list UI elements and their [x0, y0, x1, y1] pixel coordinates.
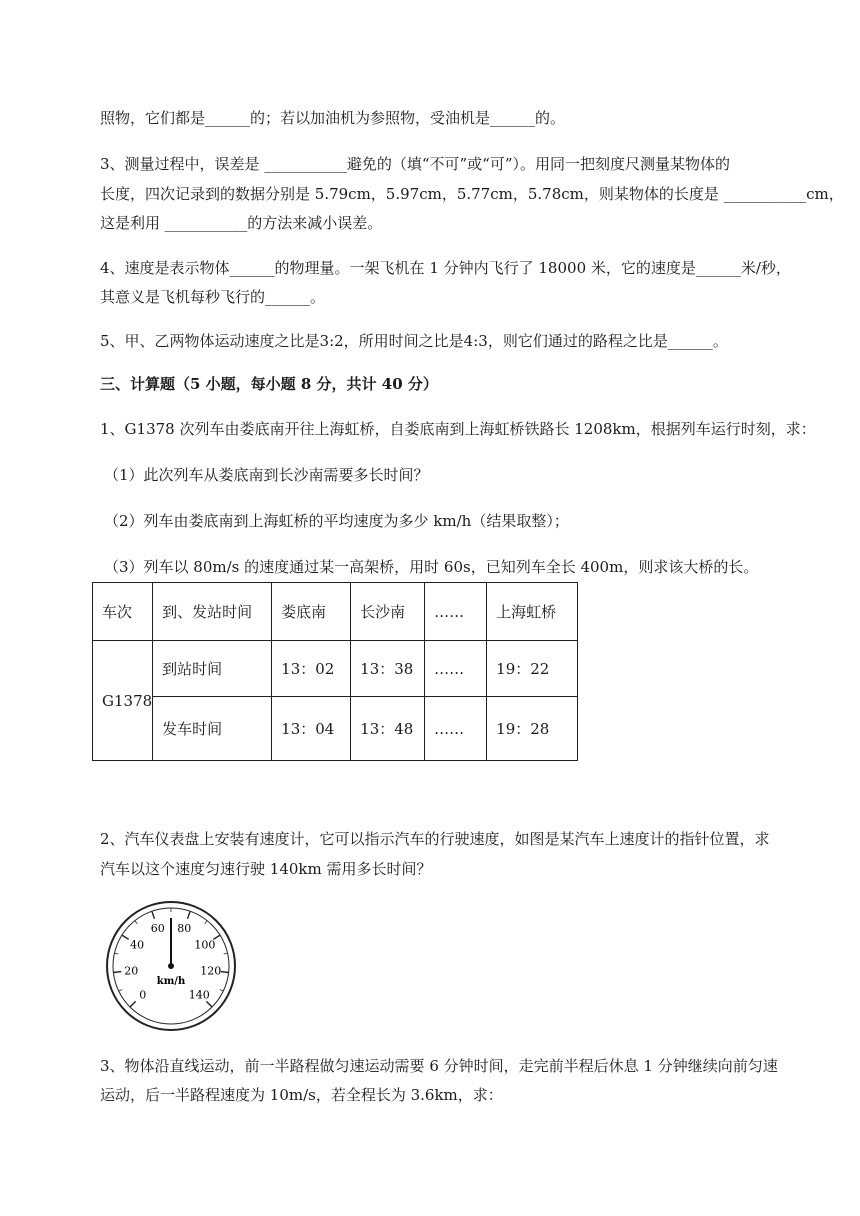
- speedometer-tick-mark: [119, 989, 123, 991]
- table-cell: 19：28: [487, 697, 578, 761]
- speedometer-tick-mark: [205, 921, 207, 924]
- schedule-table: [92, 582, 578, 761]
- problem-3-line-2: 运动，后一半路程速度为 10m/s，若全程长为 3.6km，求：: [100, 1086, 503, 1104]
- speedometer-tick-mark: [130, 1001, 136, 1007]
- problem-1-part-1: （1）此次列车从娄底南到长沙南需要多长时间？: [104, 466, 429, 484]
- train-number-cell: G1378: [93, 641, 153, 761]
- problem-1-stem: 1、G1378 次列车由娄底南开往上海虹桥，自娄底南到上海虹桥铁路长 1208km，根据列车运行时刻，求：: [100, 420, 816, 438]
- line-7: 5、甲、乙两物体运动速度之比是3:2，所用时间之比是4:3，则它们通过的路程之比是______。: [100, 332, 728, 350]
- speedometer-tick-mark: [152, 911, 155, 919]
- table-header-cell: 到、发站时间: [153, 583, 272, 641]
- speedometer-tick-label: 140: [188, 988, 210, 1002]
- table-cell: ……: [425, 697, 487, 761]
- line-6: 其意义是飞机每秒飞行的______。: [100, 288, 326, 306]
- problem-2-line-1: 2、汽车仪表盘上安装有速度计，它可以指示汽车的行驶速度，如图是某汽车上速度计的指针位置，求: [100, 830, 770, 848]
- table-header-cell: 长沙南: [351, 583, 425, 641]
- speedometer-tick-mark: [122, 935, 129, 939]
- speedometer-tick-label: 80: [177, 922, 192, 936]
- table-header-cell: 上海虹桥: [487, 583, 578, 641]
- speedometer-hub: [168, 963, 174, 969]
- speedometer-tick-labels: [124, 922, 221, 1001]
- speedometer-tick-mark: [206, 1001, 212, 1007]
- table-header-cell: 车次: [93, 583, 153, 641]
- problem-2-line-2: 汽车以这个速度匀速行驶 140km 需用多长时间？: [100, 860, 432, 878]
- section-heading: 三、计算题（5 小题，每小题 8 分，共计 40 分）: [100, 375, 438, 393]
- speedometer-tick-label: 120: [200, 964, 222, 978]
- line-3: 长度，四次记录到的数据分别是 5.79cm，5.97cm，5.77cm，5.78cm，则某物体的长度是 ___________cm，: [100, 185, 844, 203]
- table-cell: 发车时间: [153, 697, 272, 761]
- speedometer-tick-label: 40: [130, 938, 145, 952]
- speedometer-figure: [105, 900, 237, 1032]
- table-cell: 到站时间: [153, 641, 272, 697]
- table-row: [93, 641, 578, 697]
- table-cell: 19：22: [487, 641, 578, 697]
- table-cell: 13：48: [351, 697, 425, 761]
- speedometer-tick-label: 100: [194, 938, 216, 952]
- table-header-cell: ……: [425, 583, 487, 641]
- table-cell: ……: [425, 641, 487, 697]
- speedometer-tick-mark: [113, 972, 121, 973]
- table-header-cell: 娄底南: [272, 583, 351, 641]
- speedometer-tick-mark: [224, 953, 228, 954]
- speedometer-tick-mark: [135, 921, 137, 924]
- table-cell: 13：04: [272, 697, 351, 761]
- speedometer-tick-mark: [188, 911, 191, 919]
- line-5: 4、速度是表示物体______的物理量。一架飞机在 1 分钟内飞行了 18000 米，它的速度是______米/秒，: [100, 259, 791, 277]
- speedometer-tick-mark: [114, 953, 118, 954]
- speedometer-tick-label: 60: [150, 922, 165, 936]
- problem-1-part-3: （3）列车以 80m/s 的速度通过某一高架桥，用时 60s，已知列车全长 400m，则求该大桥的长。: [104, 558, 759, 576]
- line-2: 3、测量过程中，误差是 ___________避免的（填“不可”或“可”）。用同一把刻度尺测量某物体的: [100, 155, 730, 173]
- line-4: 这是利用 ___________的方法来减小误差。: [100, 214, 383, 232]
- problem-3-line-1: 3、物体沿直线运动，前一半路程做匀速运动需要 6 分钟时间，走完前半程后休息 1 分钟继续向前匀速: [100, 1057, 778, 1075]
- table-row: [93, 583, 578, 641]
- speedometer-tick-mark: [220, 989, 224, 991]
- speedometer-tick-label: 20: [124, 964, 139, 978]
- problem-1-part-2: （2）列车由娄底南到上海虹桥的平均速度为多少 km/h（结果取整）；: [104, 512, 569, 530]
- table-cell: 13：38: [351, 641, 425, 697]
- line-1: 照物，它们都是______的；若以加油机为参照物，受油机是______的。: [100, 109, 566, 127]
- speedometer-unit-label: km/h: [156, 976, 186, 987]
- table-row: [93, 697, 578, 761]
- speedometer-tick-label: 0: [139, 988, 147, 1002]
- table-cell: 13：02: [272, 641, 351, 697]
- speedometer-tick-mark: [221, 972, 229, 973]
